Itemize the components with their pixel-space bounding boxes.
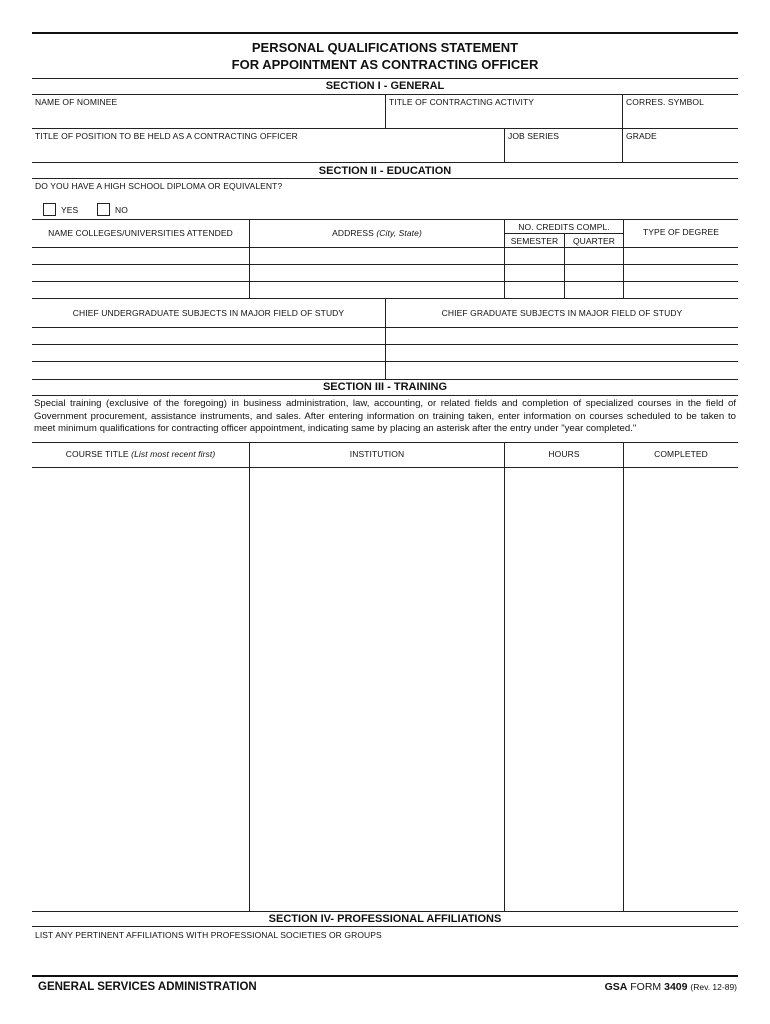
institution-field[interactable] <box>250 468 504 910</box>
course-title-note: (List most recent first) <box>131 449 216 459</box>
undergrad-subjects-header: CHIEF UNDERGRADUATE SUBJECTS IN MAJOR FIELD OF STUDY <box>72 308 345 318</box>
section-1-heading: SECTION I - GENERAL <box>325 80 445 92</box>
divider <box>32 926 738 927</box>
divider <box>32 379 738 380</box>
form-number: 3409 <box>664 981 688 993</box>
hours-header: HOURS <box>548 449 580 459</box>
divider <box>32 442 738 443</box>
position-title-label: TITLE OF POSITION TO BE HELD AS A CONTRACTING OFFICER <box>35 131 298 141</box>
address-header-text: ADDRESS <box>332 228 374 238</box>
diploma-question: DO YOU HAVE A HIGH SCHOOL DIPLOMA OR EQUIVALENT? <box>35 181 283 191</box>
divider <box>32 78 738 79</box>
top-border <box>32 32 738 34</box>
education-row[interactable] <box>32 265 738 281</box>
course-title-text: COURSE TITLE <box>65 449 129 459</box>
affiliations-field[interactable] <box>32 942 738 974</box>
address-header <box>250 228 504 238</box>
form-title-line1: PERSONAL QUALIFICATIONS STATEMENT <box>251 40 519 55</box>
agency-name: GENERAL SERVICES ADMINISTRATION <box>38 981 257 993</box>
section-4-heading: SECTION IV- PROFESSIONAL AFFILIATIONS <box>268 913 502 925</box>
colleges-header: NAME COLLEGES/UNIVERSITIES ATTENDED <box>48 228 233 238</box>
course-title-field[interactable] <box>32 468 249 910</box>
form-revision: (Rev. 12-89) <box>690 982 737 992</box>
corres-symbol-label: CORRES. SYMBOL <box>626 97 704 107</box>
education-row[interactable] <box>32 248 738 264</box>
name-of-nominee-label: NAME OF NOMINEE <box>35 97 118 107</box>
grade-field[interactable] <box>623 129 738 161</box>
divider <box>32 162 738 163</box>
divider <box>32 219 738 220</box>
divider <box>32 178 738 179</box>
training-instructions: Special training (exclusive of the foregoing) in business administration, law, accounting, or related fields and completion of specialized courses in the field of Government procurement, assistance instruments, and sales. After entering information on training taken, enter information on courses scheduled to be taken to meet minimum qualifications for contracting officer appointment, indicating same by placing an asterisk after the entry under "year completed." <box>34 398 736 435</box>
hours-field[interactable] <box>505 468 623 910</box>
no-label: NO <box>115 205 128 215</box>
job-series-label: JOB SERIES <box>508 131 560 141</box>
degree-header: TYPE OF DEGREE <box>642 227 720 237</box>
yes-label: YES <box>61 205 79 215</box>
divider <box>32 395 738 396</box>
position-title-field[interactable] <box>32 129 504 161</box>
subjects-row[interactable] <box>32 328 738 344</box>
completed-field[interactable] <box>624 468 738 910</box>
form-title-line2: FOR APPOINTMENT AS CONTRACTING OFFICER <box>231 57 539 72</box>
completed-header: COMPLETED <box>654 449 708 459</box>
credits-header: NO. CREDITS COMPL. <box>518 222 610 232</box>
section-2-heading: SECTION II - EDUCATION <box>318 165 452 177</box>
name-of-nominee-field[interactable] <box>32 95 385 127</box>
form-word: FORM <box>630 981 662 993</box>
education-row[interactable] <box>32 282 738 298</box>
semester-header: SEMESTER <box>510 236 559 246</box>
quarter-header: QUARTER <box>572 236 616 246</box>
subjects-row[interactable] <box>32 362 738 379</box>
grad-subjects-header: CHIEF GRADUATE SUBJECTS IN MAJOR FIELD OF STUDY <box>441 308 683 318</box>
institution-header: INSTITUTION <box>349 449 405 459</box>
course-title-header <box>32 449 249 459</box>
grade-label: GRADE <box>626 131 657 141</box>
contracting-activity-label: TITLE OF CONTRACTING ACTIVITY <box>389 97 535 107</box>
form-prefix: GSA <box>604 981 628 993</box>
section-3-heading: SECTION III - TRAINING <box>322 381 448 393</box>
bottom-border <box>32 975 738 977</box>
contracting-activity-field[interactable] <box>386 95 622 127</box>
job-series-field[interactable] <box>505 129 622 161</box>
corres-symbol-field[interactable] <box>623 95 738 127</box>
form-id <box>605 981 737 993</box>
yes-checkbox[interactable] <box>43 203 56 216</box>
subjects-row[interactable] <box>32 345 738 361</box>
no-checkbox[interactable] <box>97 203 110 216</box>
address-header-note: (City, State) <box>376 228 422 238</box>
divider <box>32 911 738 912</box>
affiliations-instruction: LIST ANY PERTINENT AFFILIATIONS WITH PROFESSIONAL SOCIETIES OR GROUPS <box>35 930 382 940</box>
